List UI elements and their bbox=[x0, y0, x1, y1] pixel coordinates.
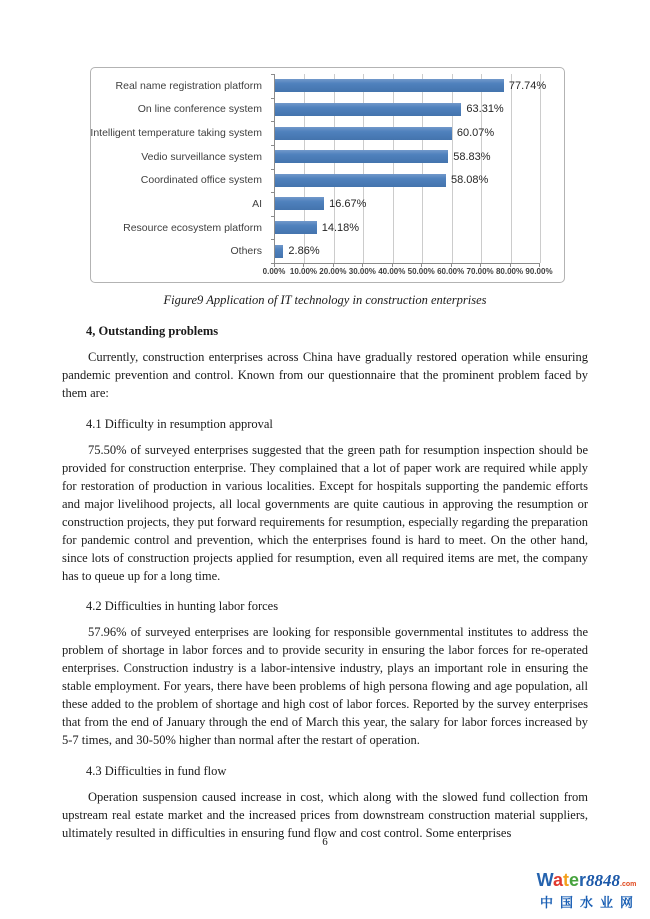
bar bbox=[275, 174, 446, 187]
x-axis-tick-label: 40.00% bbox=[378, 267, 406, 276]
logo-letter: W bbox=[536, 870, 553, 890]
bar bbox=[275, 79, 504, 92]
page-number: 6 bbox=[322, 836, 328, 848]
bar-value-label: 14.18% bbox=[321, 221, 360, 234]
logo-water-word bbox=[537, 870, 586, 890]
chart-row bbox=[275, 216, 540, 240]
section-4-heading: 4, Outstanding problems bbox=[86, 324, 219, 338]
subheading-4-1: 4.1 Difficulty in resumption approval bbox=[86, 416, 273, 431]
logo-letter: t bbox=[562, 870, 569, 890]
document-body bbox=[62, 286, 588, 854]
bar bbox=[275, 150, 448, 163]
paragraph-4-2: 57.96% of surveyed enterprises are looking for responsible governmental institutes to address the problem of shortage in labor forces and to provide security in ensuring the labor forces for re-operated enterprises. Construction industry is a labor-intensive industry, plays an important role in ensuring the stable employment. For years, there have been problems of high persona flowing and age population, all these added to the problem of shortage and high cost of labor forces. Reported by the survey enterprises that from the end of January through the end of March this year, the salary for labor forces increased by 5-7 times, and 30-50% higher than normal after the restart of operation. bbox=[62, 625, 588, 747]
chart-category-label: AI bbox=[252, 197, 262, 210]
bar-value-label: 60.07% bbox=[456, 127, 495, 140]
paragraph-4-3: Operation suspension caused increase in cost, which along with the slowed fund collection from upstream real estate market and the increased prices from downstream construction material suppliers, ultimately resulted in difficulties in ensuring fund flow and cost control. Some enterprises bbox=[62, 789, 588, 840]
bar-value-label: 58.83% bbox=[453, 150, 491, 163]
chart-category-label: On line conference system bbox=[137, 103, 262, 116]
bar-value-label: 77.74% bbox=[508, 79, 547, 92]
chart-category-label: Vedio surveillance system bbox=[141, 150, 262, 163]
chart-category-label: Resource ecosystem platform bbox=[123, 221, 262, 234]
chart-x-axis bbox=[262, 264, 553, 279]
chart-rows bbox=[275, 74, 547, 263]
chart-row bbox=[275, 192, 540, 216]
bar bbox=[275, 221, 317, 234]
logo-letter: a bbox=[552, 870, 563, 890]
chart-category-label: Intelligent temperature taking system bbox=[90, 127, 262, 140]
bar bbox=[275, 197, 324, 210]
logo-letter: r bbox=[578, 870, 586, 890]
chart-category-label: Real name registration platform bbox=[115, 79, 262, 92]
logo-tld: .com bbox=[620, 881, 637, 888]
x-axis-tick-label: 30.00% bbox=[348, 267, 376, 276]
x-axis-tick-label: 60.00% bbox=[437, 267, 465, 276]
chart-row bbox=[275, 169, 540, 193]
bar bbox=[275, 245, 283, 258]
x-axis-tick-label: 10.00% bbox=[289, 267, 318, 276]
x-axis-tick-label: 20.00% bbox=[319, 267, 347, 276]
bar bbox=[275, 127, 452, 140]
figure9-bar-chart bbox=[90, 67, 565, 283]
chart-row bbox=[275, 74, 547, 98]
x-axis-tick-label: 0.00% bbox=[262, 267, 286, 276]
bar-value-label: 2.86% bbox=[288, 245, 320, 258]
logo-letter: e bbox=[568, 870, 579, 890]
chart-row bbox=[275, 121, 540, 145]
gridline bbox=[540, 74, 541, 263]
subheading-4-3: 4.3 Difficulties in fund flow bbox=[86, 763, 227, 778]
x-axis-tick-label: 80.00% bbox=[495, 267, 524, 276]
x-axis-tick-label: 50.00% bbox=[407, 267, 435, 276]
paragraph-4-1: 75.50% of surveyed enterprises suggested that the green path for resumption inspection should be provided for construction enterprise. They complained that a lot of paper work are required while apply for restoration of production in various localities. Except for hospitals supporting the pandemic efforts and major livelihood projects, all local governments are quite cautious in approving the resumption or construction projects, they put forward requirements for resumption, especially regarding the preparation for pandemic control and prevention, which the enterprises found is hard to meet. On the other hand, since lots of construction projects applied for resumption, even all required items are met, the company has to queue up for a long time. bbox=[62, 442, 588, 583]
logo-chinese-name: 中国水业网 bbox=[539, 895, 640, 910]
chart-row bbox=[275, 98, 540, 122]
intro-paragraph: Currently, construction enterprises across China have gradually restored operation while ensuring pandemic prevention and control. Known from our questionnaire that the prominent problem faced by them are: bbox=[62, 350, 588, 400]
chart-row bbox=[275, 145, 540, 169]
bar-value-label: 63.31% bbox=[466, 103, 504, 116]
x-axis-tick-label: 90.00% bbox=[525, 267, 553, 276]
chart-category-label: Others bbox=[230, 245, 262, 258]
logo-wordmark bbox=[533, 871, 640, 889]
chart-category-label: Coordinated office system bbox=[140, 174, 262, 187]
logo-number: 8848 bbox=[586, 871, 620, 890]
chart-row bbox=[275, 239, 540, 263]
x-axis-tick-label: 70.00% bbox=[466, 267, 494, 276]
chart-plot-area bbox=[274, 74, 547, 264]
chart-category-labels bbox=[91, 74, 268, 263]
bar-value-label: 58.08% bbox=[451, 174, 489, 187]
water8848-logo bbox=[533, 871, 640, 911]
bar-value-label: 16.67% bbox=[329, 197, 367, 210]
subheading-4-2: 4.2 Difficulties in hunting labor forces bbox=[86, 599, 279, 613]
bar bbox=[275, 103, 461, 116]
figure-caption: Figure9 Application of IT technology in construction enterprises bbox=[163, 293, 487, 307]
